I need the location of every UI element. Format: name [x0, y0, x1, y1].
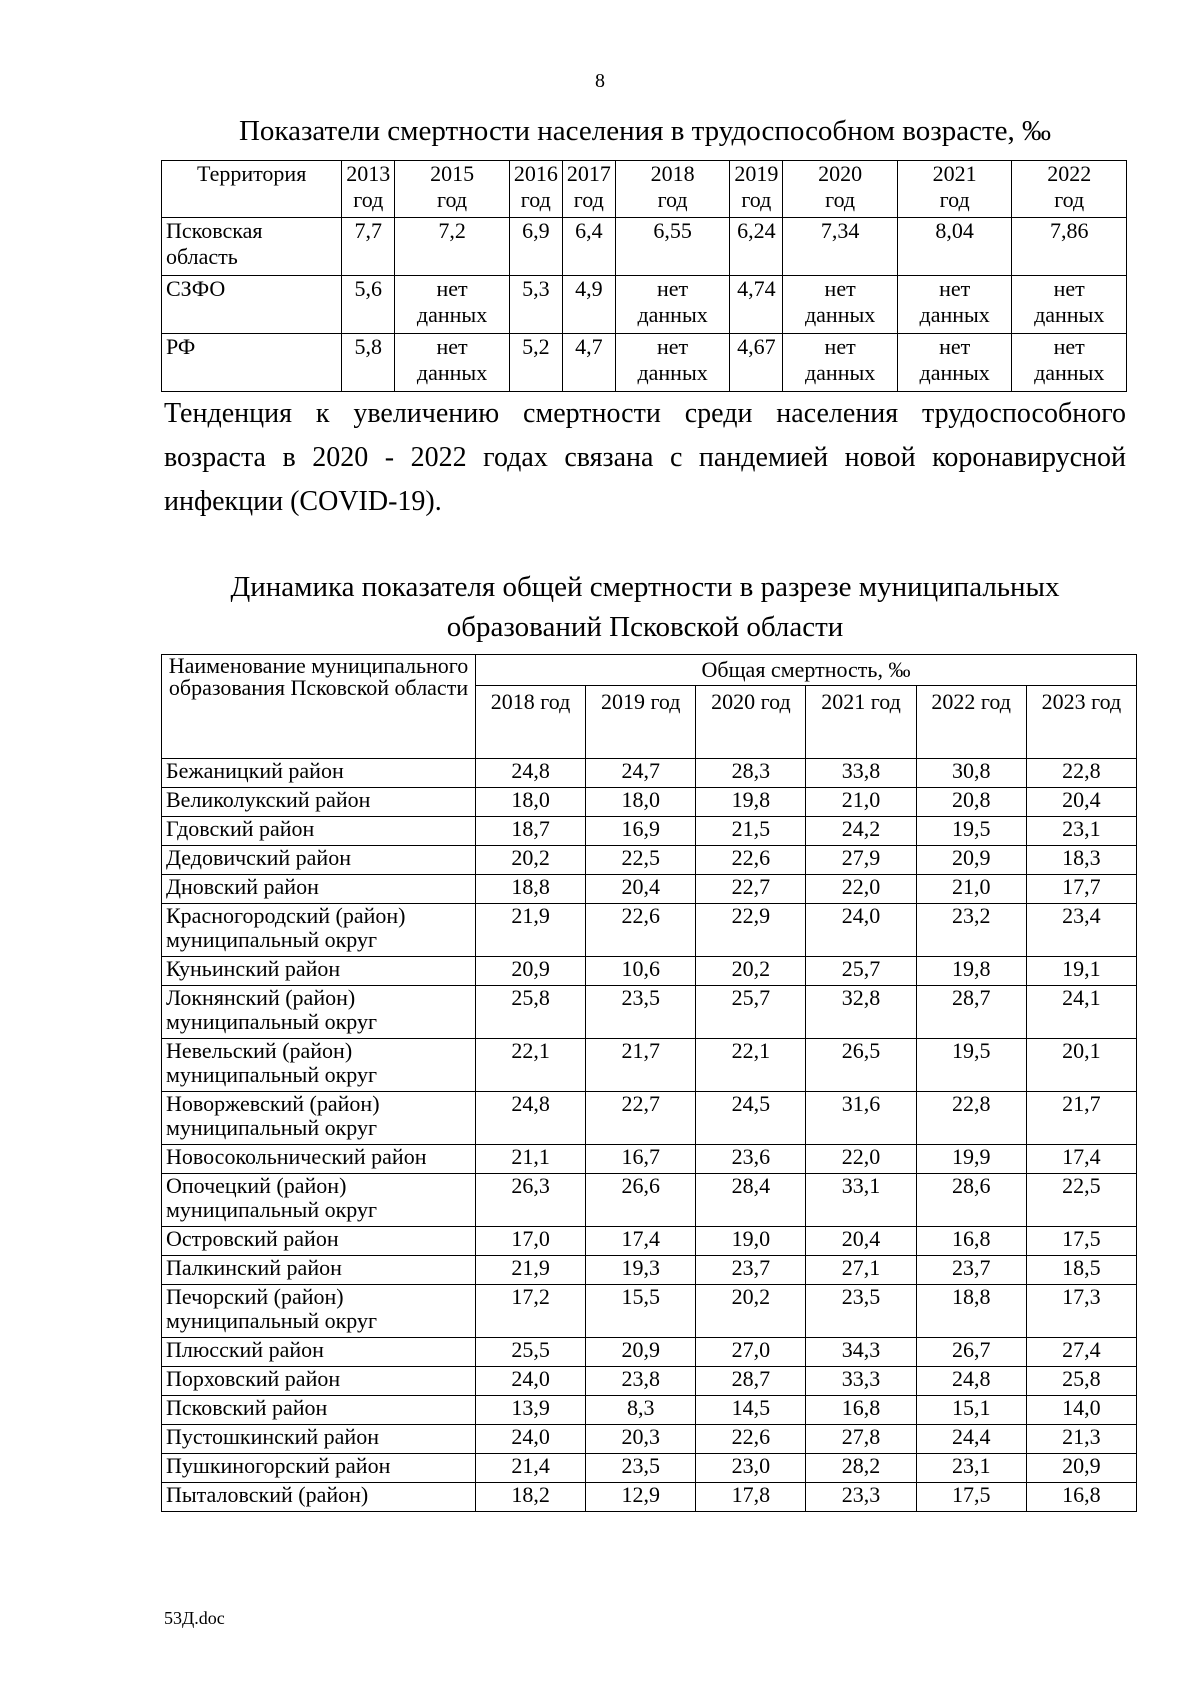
year-header	[342, 161, 395, 218]
table-row	[162, 904, 1137, 957]
table-cell: 21,0	[806, 788, 916, 817]
table-cell: 20,9	[586, 1338, 696, 1367]
table-cell: 23,5	[586, 986, 696, 1039]
table-cell: 24,0	[806, 904, 916, 957]
table-cell: 24,8	[476, 759, 586, 788]
trend-paragraph: Тенденция к увеличению смертности среди населения трудоспособного возраста в 2020 - 2022 годах связана с пандемией новой коронавирусной инфекции (COVID-19).	[164, 398, 1126, 517]
year-header	[783, 161, 898, 218]
year-suffix: год	[657, 187, 688, 212]
table-cell: нет данных	[395, 334, 510, 392]
table-cell: 23,0	[696, 1454, 806, 1483]
table-cell: 15,5	[586, 1285, 696, 1338]
municipality-name: Красногородский (район) муниципальный округ	[162, 904, 476, 957]
table-cell: 23,7	[696, 1256, 806, 1285]
municipality-name: Локнянский (район) муниципальный округ	[162, 986, 476, 1039]
table-cell: 23,2	[916, 904, 1026, 957]
table-cell: 25,8	[476, 986, 586, 1039]
table-cell: 21,9	[476, 904, 586, 957]
table-cell: 28,7	[916, 986, 1026, 1039]
table-row	[162, 1338, 1137, 1367]
table-cell: 18,3	[1026, 846, 1136, 875]
table-cell: 21,7	[1026, 1092, 1136, 1145]
table-cell: 27,4	[1026, 1338, 1136, 1367]
year-suffix: год	[353, 187, 384, 212]
table-cell: 20,9	[476, 957, 586, 986]
table-cell: 19,8	[696, 788, 806, 817]
table-cell: 17,5	[1026, 1227, 1136, 1256]
table-row	[162, 759, 1137, 788]
table-cell: 18,5	[1026, 1256, 1136, 1285]
year-suffix: год	[1054, 187, 1085, 212]
table-cell: 18,8	[476, 875, 586, 904]
table-row	[162, 957, 1137, 986]
table-cell: 20,9	[1026, 1454, 1136, 1483]
year-label: 2020	[818, 161, 863, 186]
year-label: 2015	[430, 161, 475, 186]
table-cell: 18,8	[916, 1285, 1026, 1338]
year-header: 2022 год	[916, 686, 1026, 759]
table-cell: 8,04	[897, 218, 1012, 276]
municipality-name: Пушкиногорский район	[162, 1454, 476, 1483]
table-cell: 26,6	[586, 1174, 696, 1227]
table-cell: 7,86	[1012, 218, 1127, 276]
table-cell: 20,2	[696, 1285, 806, 1338]
year-label: 2018	[650, 161, 695, 186]
year-label: 2021	[932, 161, 977, 186]
table-cell: 17,2	[476, 1285, 586, 1338]
table-row	[162, 817, 1137, 846]
table-cell: 26,3	[476, 1174, 586, 1227]
table-cell: нет данных	[897, 334, 1012, 392]
table-cell: 16,8	[806, 1396, 916, 1425]
table-cell: 5,6	[342, 276, 395, 334]
table-cell: 27,1	[806, 1256, 916, 1285]
table-cell: 22,1	[696, 1039, 806, 1092]
table-row	[162, 1285, 1137, 1338]
table-cell: 31,6	[806, 1092, 916, 1145]
table-cell: 19,8	[916, 957, 1026, 986]
table-cell: 24,4	[916, 1425, 1026, 1454]
table-cell: 18,0	[476, 788, 586, 817]
territory-name: Псковская область	[162, 218, 342, 276]
table-cell: 23,1	[1026, 817, 1136, 846]
year-header	[897, 161, 1012, 218]
table-cell: 28,6	[916, 1174, 1026, 1227]
table-cell: 5,3	[509, 276, 562, 334]
table-cell: 22,8	[1026, 759, 1136, 788]
table2-header-row	[162, 655, 1137, 686]
table-cell: 23,7	[916, 1256, 1026, 1285]
territory-name: РФ	[162, 334, 342, 392]
year-header	[509, 161, 562, 218]
table-cell: 14,0	[1026, 1396, 1136, 1425]
year-header: 2018 год	[476, 686, 586, 759]
year-header	[730, 161, 783, 218]
table-cell: 21,4	[476, 1454, 586, 1483]
table-cell: 24,0	[476, 1425, 586, 1454]
municipality-name: Палкинский район	[162, 1256, 476, 1285]
table-cell: 30,8	[916, 759, 1026, 788]
table-cell: 19,5	[916, 1039, 1026, 1092]
year-label: 2016	[513, 161, 558, 186]
table-cell: 17,8	[696, 1483, 806, 1512]
table-cell: 21,9	[476, 1256, 586, 1285]
table-cell: 17,4	[586, 1227, 696, 1256]
total-mortality-header: Общая смертность, ‰	[476, 655, 1137, 686]
table-row	[162, 1092, 1137, 1145]
year-suffix: год	[741, 187, 772, 212]
year-label: 2019	[734, 161, 779, 186]
table-cell: 6,24	[730, 218, 783, 276]
table-cell: 22,0	[806, 875, 916, 904]
year-suffix: год	[939, 187, 970, 212]
table-row	[162, 334, 1127, 392]
municipality-name: Великолукский район	[162, 788, 476, 817]
year-header: 2019 год	[586, 686, 696, 759]
table-cell: нет данных	[395, 276, 510, 334]
table-cell: 23,4	[1026, 904, 1136, 957]
table-cell: 19,1	[1026, 957, 1136, 986]
municipal-mortality-table	[161, 654, 1137, 1512]
table-cell: 24,8	[476, 1092, 586, 1145]
table-cell: 22,7	[586, 1092, 696, 1145]
table-cell: 21,7	[586, 1039, 696, 1092]
table-row	[162, 1396, 1137, 1425]
table2-title-line2: образований Псковской области	[446, 611, 844, 643]
municipality-name: Новоржевский (район) муниципальный округ	[162, 1092, 476, 1145]
table-cell: 19,0	[696, 1227, 806, 1256]
table-cell: 25,7	[696, 986, 806, 1039]
table-cell: 4,74	[730, 276, 783, 334]
footer-filename: 53Д.doc	[164, 1608, 225, 1628]
year-suffix: год	[573, 187, 604, 212]
year-header	[562, 161, 615, 218]
page-number: 8	[595, 70, 605, 92]
table-row	[162, 875, 1137, 904]
table-cell: 19,3	[586, 1256, 696, 1285]
table-cell: 16,8	[916, 1227, 1026, 1256]
table-row	[162, 846, 1137, 875]
table-cell: 16,9	[586, 817, 696, 846]
territory-name: СЗФО	[162, 276, 342, 334]
municipality-name-header: Наименование муниципального образования Псковской области	[162, 655, 476, 759]
table-cell: 22,6	[696, 846, 806, 875]
table-cell: 16,7	[586, 1145, 696, 1174]
table-row	[162, 788, 1137, 817]
table-cell: нет данных	[615, 334, 730, 392]
table-cell: нет данных	[783, 276, 898, 334]
table-cell: 25,7	[806, 957, 916, 986]
working-age-mortality-table	[161, 160, 1127, 392]
table-cell: 33,3	[806, 1367, 916, 1396]
table-cell: 7,2	[395, 218, 510, 276]
table-cell: 23,5	[806, 1285, 916, 1338]
table-cell: 21,0	[916, 875, 1026, 904]
table-row	[162, 1174, 1137, 1227]
table1-body	[162, 218, 1127, 392]
table-cell: 8,3	[586, 1396, 696, 1425]
table-cell: 17,0	[476, 1227, 586, 1256]
municipality-name: Порховский район	[162, 1367, 476, 1396]
municipality-name: Новосокольнический район	[162, 1145, 476, 1174]
table-cell: 4,9	[562, 276, 615, 334]
table-cell: 13,9	[476, 1396, 586, 1425]
table-cell: 20,2	[696, 957, 806, 986]
table-cell: нет данных	[615, 276, 730, 334]
table-cell: 32,8	[806, 986, 916, 1039]
table-cell: 26,7	[916, 1338, 1026, 1367]
table-cell: 19,9	[916, 1145, 1026, 1174]
year-label: 2013	[346, 161, 391, 186]
table-cell: 24,2	[806, 817, 916, 846]
municipality-name: Дновский район	[162, 875, 476, 904]
table-cell: 23,5	[586, 1454, 696, 1483]
table-cell: 4,7	[562, 334, 615, 392]
table-cell: 24,1	[1026, 986, 1136, 1039]
table-cell: 6,9	[509, 218, 562, 276]
municipality-name: Псковский район	[162, 1396, 476, 1425]
table-row	[162, 1256, 1137, 1285]
table-row	[162, 218, 1127, 276]
municipality-name: Пыталовский (район)	[162, 1483, 476, 1512]
municipality-name: Опочецкий (район) муниципальный округ	[162, 1174, 476, 1227]
year-suffix: год	[437, 187, 468, 212]
table-cell: 12,9	[586, 1483, 696, 1512]
table-cell: 22,6	[586, 904, 696, 957]
table-cell: 24,7	[586, 759, 696, 788]
table2-body	[162, 759, 1137, 1512]
table2-title-line1: Динамика показателя общей смертности в разрезе муниципальных	[230, 571, 1060, 603]
table-cell: 20,4	[806, 1227, 916, 1256]
municipality-name: Островский район	[162, 1227, 476, 1256]
table-cell: 5,2	[509, 334, 562, 392]
municipality-name: Бежаницкий район	[162, 759, 476, 788]
table-cell: 33,8	[806, 759, 916, 788]
table2-title	[160, 567, 1130, 647]
table-cell: 27,0	[696, 1338, 806, 1367]
table-cell: 22,6	[696, 1425, 806, 1454]
table-cell: 24,0	[476, 1367, 586, 1396]
table-cell: 5,8	[342, 334, 395, 392]
municipality-name: Невельский (район) муниципальный округ	[162, 1039, 476, 1092]
table-cell: 6,55	[615, 218, 730, 276]
year-header: 2023 год	[1026, 686, 1136, 759]
territory-header: Территория	[162, 161, 342, 218]
municipality-name: Плюсский район	[162, 1338, 476, 1367]
table1-title: Показатели смертности населения в трудоспособном возрасте, ‰	[238, 115, 1051, 147]
table-row	[162, 1367, 1137, 1396]
municipality-name: Пустошкинский район	[162, 1425, 476, 1454]
table-cell: нет данных	[1012, 334, 1127, 392]
table-cell: нет данных	[897, 276, 1012, 334]
table-cell: 17,5	[916, 1483, 1026, 1512]
table-cell: 17,7	[1026, 875, 1136, 904]
table-cell: 25,5	[476, 1338, 586, 1367]
year-header	[395, 161, 510, 218]
table-cell: 20,2	[476, 846, 586, 875]
table-row	[162, 1483, 1137, 1512]
table-cell: 34,3	[806, 1338, 916, 1367]
year-header: 2020 год	[696, 686, 806, 759]
table-cell: 22,8	[916, 1092, 1026, 1145]
table-cell: нет данных	[783, 334, 898, 392]
year-suffix: год	[520, 187, 551, 212]
table-cell: 15,1	[916, 1396, 1026, 1425]
table-cell: 14,5	[696, 1396, 806, 1425]
table-row	[162, 1145, 1137, 1174]
municipality-name: Печорский (район) муниципальный округ	[162, 1285, 476, 1338]
table-cell: 6,4	[562, 218, 615, 276]
table1-header-row	[162, 161, 1127, 218]
table-cell: 24,5	[696, 1092, 806, 1145]
table-cell: 22,1	[476, 1039, 586, 1092]
table-cell: 10,6	[586, 957, 696, 986]
year-header	[615, 161, 730, 218]
table-cell: 22,5	[1026, 1174, 1136, 1227]
table-cell: 20,9	[916, 846, 1026, 875]
table-row	[162, 276, 1127, 334]
municipality-name: Гдовский район	[162, 817, 476, 846]
table-cell: 19,5	[916, 817, 1026, 846]
table-row	[162, 1227, 1137, 1256]
table-cell: 4,67	[730, 334, 783, 392]
municipality-name: Дедовичский район	[162, 846, 476, 875]
table-cell: 17,4	[1026, 1145, 1136, 1174]
table-row	[162, 1454, 1137, 1483]
table-cell: 27,8	[806, 1425, 916, 1454]
table-cell: 20,8	[916, 788, 1026, 817]
table-cell: 20,3	[586, 1425, 696, 1454]
table-cell: 7,34	[783, 218, 898, 276]
year-header: 2021 год	[806, 686, 916, 759]
table-cell: 27,9	[806, 846, 916, 875]
table-cell: 25,8	[1026, 1367, 1136, 1396]
year-label: 2017	[566, 161, 611, 186]
table-cell: 22,5	[586, 846, 696, 875]
table-cell: 24,8	[916, 1367, 1026, 1396]
table-row	[162, 1039, 1137, 1092]
table-cell: 23,6	[696, 1145, 806, 1174]
table-cell: 21,3	[1026, 1425, 1136, 1454]
table-cell: 22,0	[806, 1145, 916, 1174]
table-cell: 20,4	[1026, 788, 1136, 817]
table-cell: 16,8	[1026, 1483, 1136, 1512]
table-cell: 28,7	[696, 1367, 806, 1396]
table-cell: 26,5	[806, 1039, 916, 1092]
table-cell: 18,0	[586, 788, 696, 817]
table-cell: 18,7	[476, 817, 586, 846]
table-cell: 7,7	[342, 218, 395, 276]
table-cell: 23,8	[586, 1367, 696, 1396]
table-cell: 21,1	[476, 1145, 586, 1174]
table-cell: 28,2	[806, 1454, 916, 1483]
table-cell: 21,5	[696, 817, 806, 846]
table-cell: 22,7	[696, 875, 806, 904]
table-cell: 18,2	[476, 1483, 586, 1512]
table-cell: 33,1	[806, 1174, 916, 1227]
table-cell: 23,1	[916, 1454, 1026, 1483]
table-cell: 23,3	[806, 1483, 916, 1512]
municipality-name: Куньинский район	[162, 957, 476, 986]
table-cell: 17,3	[1026, 1285, 1136, 1338]
table-cell: 28,3	[696, 759, 806, 788]
table-cell: 20,4	[586, 875, 696, 904]
year-suffix: год	[825, 187, 856, 212]
table-cell: 20,1	[1026, 1039, 1136, 1092]
table-row	[162, 1425, 1137, 1454]
table-row	[162, 986, 1137, 1039]
table-cell: 28,4	[696, 1174, 806, 1227]
table-cell: 22,9	[696, 904, 806, 957]
table-cell: нет данных	[1012, 276, 1127, 334]
year-label: 2022	[1047, 161, 1092, 186]
year-header	[1012, 161, 1127, 218]
